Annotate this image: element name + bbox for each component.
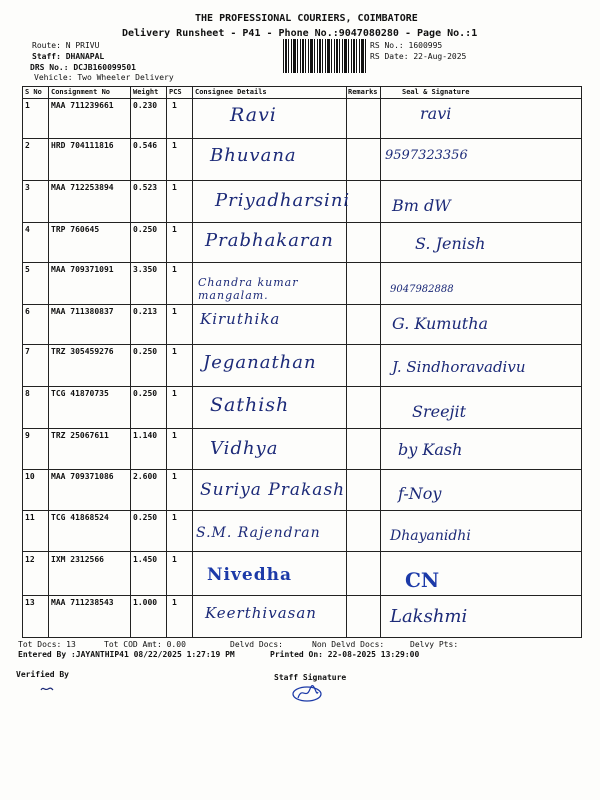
row-divider [22, 595, 582, 596]
row-pcs: 1 [172, 555, 177, 564]
row-sno: 2 [25, 141, 30, 150]
row-pcs: 1 [172, 141, 177, 150]
row-sno: 1 [25, 101, 30, 110]
row-signature: Bm dW [392, 196, 451, 215]
col-header-remarks: Remarks [348, 88, 378, 96]
row-sno: 3 [25, 183, 30, 192]
row-pcs: 1 [172, 472, 177, 481]
vehicle-label: Vehicle: Two Wheeler Delivery [34, 73, 174, 82]
row-consignment: MAA 709371086 [51, 472, 114, 481]
staff-signature-mark [290, 684, 324, 704]
row-consignment: MAA 711239661 [51, 101, 114, 110]
row-weight: 1.140 [133, 431, 158, 440]
verified-signature-mark [40, 684, 54, 692]
col-divider [166, 86, 167, 638]
printed-on: Printed On: 22-08-2025 13:29:00 [270, 650, 420, 659]
row-signature: ravi [420, 104, 452, 123]
row-pcs: 1 [172, 183, 177, 192]
row-weight: 0.213 [133, 307, 158, 316]
delivery-points: Delvy Pts: [410, 640, 459, 649]
row-consignee-handwriting: Suriya Prakash [200, 480, 346, 500]
row-consignee-handwriting: Kiruthika [200, 310, 281, 328]
row-signature: Dhayanidhi [390, 528, 471, 544]
row-pcs: 1 [172, 431, 177, 440]
col-divider [192, 86, 193, 638]
row-weight: 0.230 [133, 101, 158, 110]
col-header-pcs: PCS [169, 88, 182, 96]
row-pcs: 1 [172, 225, 177, 234]
row-weight: 2.600 [133, 472, 158, 481]
col-divider [346, 86, 347, 638]
row-divider [22, 551, 582, 552]
row-pcs: 1 [172, 307, 177, 316]
total-cod-amount: Tot COD Amt: 0.00 [104, 640, 186, 649]
staff-signature-label: Staff Signature [274, 673, 347, 682]
row-sno: 13 [25, 598, 35, 607]
row-consignment: MAA 711380837 [51, 307, 114, 316]
row-pcs: 1 [172, 598, 177, 607]
col-header-sno: S No [25, 88, 42, 96]
row-divider [22, 262, 582, 263]
row-sno: 4 [25, 225, 30, 234]
row-pcs: 1 [172, 513, 177, 522]
row-divider [22, 304, 582, 305]
rs-date: RS Date: 22-Aug-2025 [370, 52, 467, 61]
row-consignee-handwriting: Jeganathan [203, 352, 317, 373]
row-weight: 0.250 [133, 225, 158, 234]
row-sno: 12 [25, 555, 35, 564]
col-header-weight: Weight [133, 88, 159, 96]
row-divider [22, 344, 582, 345]
row-signature: Lakshmi [390, 606, 468, 627]
row-consignment: TRZ 25067611 [51, 431, 109, 440]
row-consignee-handwriting: Sathish [210, 394, 290, 416]
col-header-consignment: Consignment No [51, 88, 111, 96]
row-sno: 5 [25, 265, 30, 274]
row-signature: f-Noy [398, 484, 442, 503]
row-consignment: TRP 760645 [51, 225, 100, 234]
row-consignment: HRD 704111816 [51, 141, 114, 150]
row-consignment: MAA 712253894 [51, 183, 114, 192]
row-signature: 9047982888 [390, 284, 454, 295]
row-weight: 3.350 [133, 265, 158, 274]
row-weight: 0.250 [133, 389, 158, 398]
row-divider [22, 98, 582, 99]
row-weight: 1.450 [133, 555, 158, 564]
row-weight: 1.000 [133, 598, 158, 607]
row-weight: 0.546 [133, 141, 158, 150]
row-consignment: TCG 41868524 [51, 513, 109, 522]
row-weight: 0.523 [133, 183, 158, 192]
row-consignee-handwriting: Keerthivasan [205, 604, 317, 622]
rs-number: RS No.: 1600995 [370, 41, 443, 50]
row-sno: 7 [25, 347, 30, 356]
row-sno: 6 [25, 307, 30, 316]
col-header-consignee: Consignee Details [195, 88, 267, 96]
row-divider [22, 180, 582, 181]
row-pcs: 1 [172, 389, 177, 398]
delivered-docs: Delvd Docs: [230, 640, 283, 649]
row-divider [22, 510, 582, 511]
row-consignee-handwriting: Nivedha [207, 565, 292, 585]
row-signature: J. Sindhoravadivu [392, 358, 526, 376]
row-signature: S. Jenish [415, 234, 486, 253]
row-divider [22, 469, 582, 470]
row-consignee-handwriting: Bhuvana [210, 145, 297, 166]
col-divider [380, 86, 381, 638]
row-consignee-handwriting: Chandra kumar mangalam. [198, 276, 299, 302]
row-consignee-handwriting: Priyadharsini [215, 190, 351, 211]
runsheet-title: Delivery Runsheet - P41 - Phone No.:9047080280 - Page No.:1 [122, 28, 478, 39]
row-consignment: TRZ 305459276 [51, 347, 114, 356]
row-weight: 0.250 [133, 513, 158, 522]
row-signature: 9597323356 [385, 148, 468, 163]
verified-by-label: Verified By [16, 670, 69, 679]
row-consignee-handwriting: Ravi [230, 104, 277, 126]
total-docs: Tot Docs: 13 [18, 640, 76, 649]
row-consignment: MAA 709371091 [51, 265, 114, 274]
row-consignment: TCG 41870735 [51, 389, 109, 398]
row-consignee-handwriting: Vidhya [210, 438, 279, 459]
row-sno: 10 [25, 472, 35, 481]
row-sno: 8 [25, 389, 30, 398]
row-weight: 0.250 [133, 347, 158, 356]
row-consignee-handwriting: S.M. Rajendran [196, 525, 321, 541]
col-divider [130, 86, 131, 638]
row-divider [22, 428, 582, 429]
row-divider [22, 222, 582, 223]
company-title: THE PROFESSIONAL COURIERS, COIMBATORE [195, 13, 418, 24]
row-pcs: 1 [172, 347, 177, 356]
row-consignment: MAA 711238543 [51, 598, 114, 607]
row-signature: by Kash [398, 440, 463, 459]
row-consignment: IXM 2312566 [51, 555, 104, 564]
row-divider [22, 138, 582, 139]
col-divider [48, 86, 49, 638]
row-pcs: 1 [172, 101, 177, 110]
col-header-seal-signature: Seal & Signature [402, 88, 470, 96]
row-divider [22, 386, 582, 387]
row-sno: 11 [25, 513, 35, 522]
row-signature: G. Kumutha [392, 314, 489, 333]
entered-by: Entered By :JAYANTHIP41 08/22/2025 1:27:19 PM [18, 650, 235, 659]
row-signature: Sreejit [412, 402, 467, 421]
row-sno: 9 [25, 431, 30, 440]
row-pcs: 1 [172, 265, 177, 274]
row-signature: CN [405, 568, 440, 592]
staff-label: Staff: DHANAPAL [32, 52, 105, 61]
barcode-image [283, 39, 367, 73]
non-delivered-docs: Non Delvd Docs: [312, 640, 385, 649]
drs-number: DRS No.: DCJB160099501 [30, 63, 136, 72]
row-consignee-handwriting: Prabhakaran [205, 230, 334, 251]
route-label: Route: N PRIVU [32, 41, 100, 50]
